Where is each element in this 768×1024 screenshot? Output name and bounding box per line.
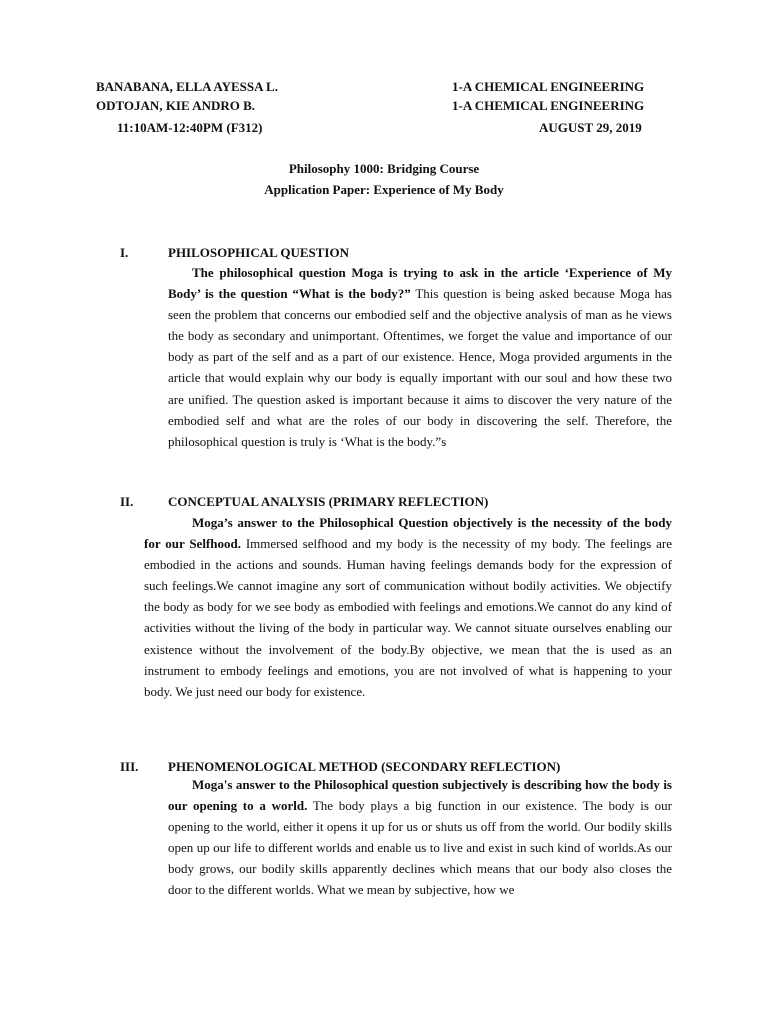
section-3-number: III.: [120, 759, 139, 774]
author-course-2: 1-A CHEMICAL ENGINEERING: [452, 98, 645, 113]
section-1-body: This question is being asked because Moga has seen the problem that concerns our embodied self and the objective analysis of man as he views the body as secondary and unimportant. Oftentimes, we forget the value and importance of our body as part of the self and as a part of our existence. Hence, Moga provided arguments in the article that would explain why our body is equally important with our soul and how these two are unified. The question asked is important because it aims to discover the very nature of the embodied self and what are the roles of our body in discovering the self. Therefore, the philosophical question is truly is ‘What is the body.”s: [168, 286, 672, 449]
section-1-paragraph: [168, 262, 672, 452]
section-3-body: The body plays a big function in our existence. The body is our opening to the world, either it opens it up for us or shuts us off from the world. Our bodily skills open up our life to different worlds and enable us to live and exist in such kind of worlds.As our body grows, our bodily skills apparently declines which means that our body also closes the door to the different worlds. What we mean by subjective, how we: [168, 798, 672, 898]
paper-date: AUGUST 29, 2019: [539, 120, 642, 135]
section-1-number: I.: [120, 245, 129, 260]
paper-title: Application Paper: Experience of My Body: [264, 182, 504, 197]
section-2-lead: Moga’s answer to the Philosophical Question objectively is the necessity of the body for our Selfhood.: [144, 515, 672, 552]
section-2-body: Immersed selfhood and my body is the necessity of my body. The feelings are embodied in the actions and sounds. Human having feelings demands body for the expression of such feelings.We cannot imagine any sort of communication without bodily activities. We objectify the body as body for we see body as embodied with feelings and emotions.We cannot do any kind of activities without the living of the body in particular way. We cannot situate ourselves enabling our existence without the involvement of the body.By objective, we mean that the is used as an instrument to embody feelings and emotions, you are not involved of what is happening to your body. We just need our body for existence.: [144, 536, 673, 699]
author-name-1: BANABANA, ELLA AYESSA L.: [96, 79, 278, 94]
section-2-heading: CONCEPTUAL ANALYSIS (PRIMARY REFLECTION): [168, 494, 489, 509]
class-time: 11:10AM-12:40PM (F312): [117, 120, 263, 135]
section-1-heading: PHILOSOPHICAL QUESTION: [168, 245, 349, 260]
section-2-number: II.: [120, 494, 134, 509]
section-1-lead: The philosophical question Moga is trying to ask in the article ‘Experience of My Body’ is the question “What is the body?”: [168, 265, 672, 302]
section-3-heading: PHENOMENOLOGICAL METHOD (SECONDARY REFLECTION): [168, 759, 561, 774]
author-name-2: ODTOJAN, KIE ANDRO B.: [96, 98, 256, 113]
course-title: Philosophy 1000: Bridging Course: [288, 161, 480, 176]
author-course-1: 1-A CHEMICAL ENGINEERING: [452, 79, 645, 94]
section-2-paragraph: [144, 512, 672, 702]
section-3-paragraph: [168, 774, 672, 901]
section-3-lead: Moga's answer to the Philosophical question subjectively is describing how the body is our opening to a world.: [168, 777, 672, 814]
